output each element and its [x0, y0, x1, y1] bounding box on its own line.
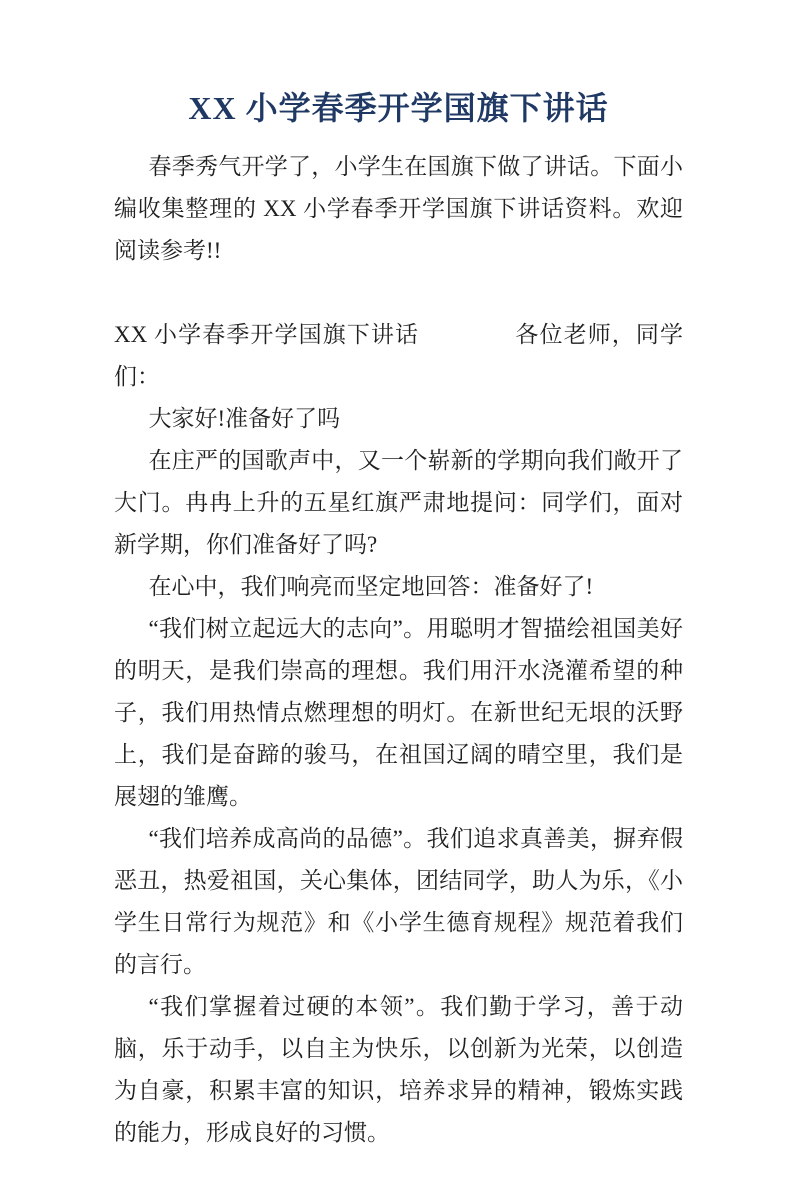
- paragraph-body-4: “我们培养成高尚的品德”。我们追求真善美，摒弃假恶丑，热爱祖国，关心集体，团结同学，助人为乐，《小学生日常行为规范》和《小学生德育规程》规范着我们的言行。: [114, 826, 683, 977]
- document-title: XX 小学春季开学国旗下讲话: [188, 90, 609, 126]
- paragraph-body-1: 在庄严的国歌声中，又一个崭新的学期向我们敞开了大门。冉冉上升的五星红旗严肃地提问：同学们，面对新学期，你们准备好了吗?: [114, 448, 683, 557]
- paragraph-greeting: 大家好!准备好了吗: [148, 406, 341, 431]
- paragraph-body-5: “我们掌握着过硬的本领”。我们勤于学习，善于动脑，乐于动手，以自主为快乐，以创新为光荣，以创造为自豪，积累丰富的知识，培养求异的精神，锻炼实践的能力，形成良好的习惯。: [114, 994, 683, 1145]
- paragraph-speech-heading: XX 小学春季开学国旗下讲话 各位老师，同学们：: [114, 322, 683, 389]
- paragraph-body-3: “我们树立起远大的志向”。用聪明才智描绘祖国美好的明天，是我们崇高的理想。我们用汗水浇灌希望的种子，我们用热情点燃理想的明灯。在新世纪无垠的沃野上，我们是奋蹄的骏马，在祖国辽阔的晴空里，我们是展翅的雏鹰。: [114, 616, 683, 809]
- paragraph-intro: 春季秀气开学了，小学生在国旗下做了讲话。下面小编收集整理的 XX 小学春季开学国旗下讲话资料。欢迎阅读参考!!: [114, 154, 683, 263]
- paragraph-body-2: 在心中，我们响亮而坚定地回答：准备好了!: [148, 574, 594, 599]
